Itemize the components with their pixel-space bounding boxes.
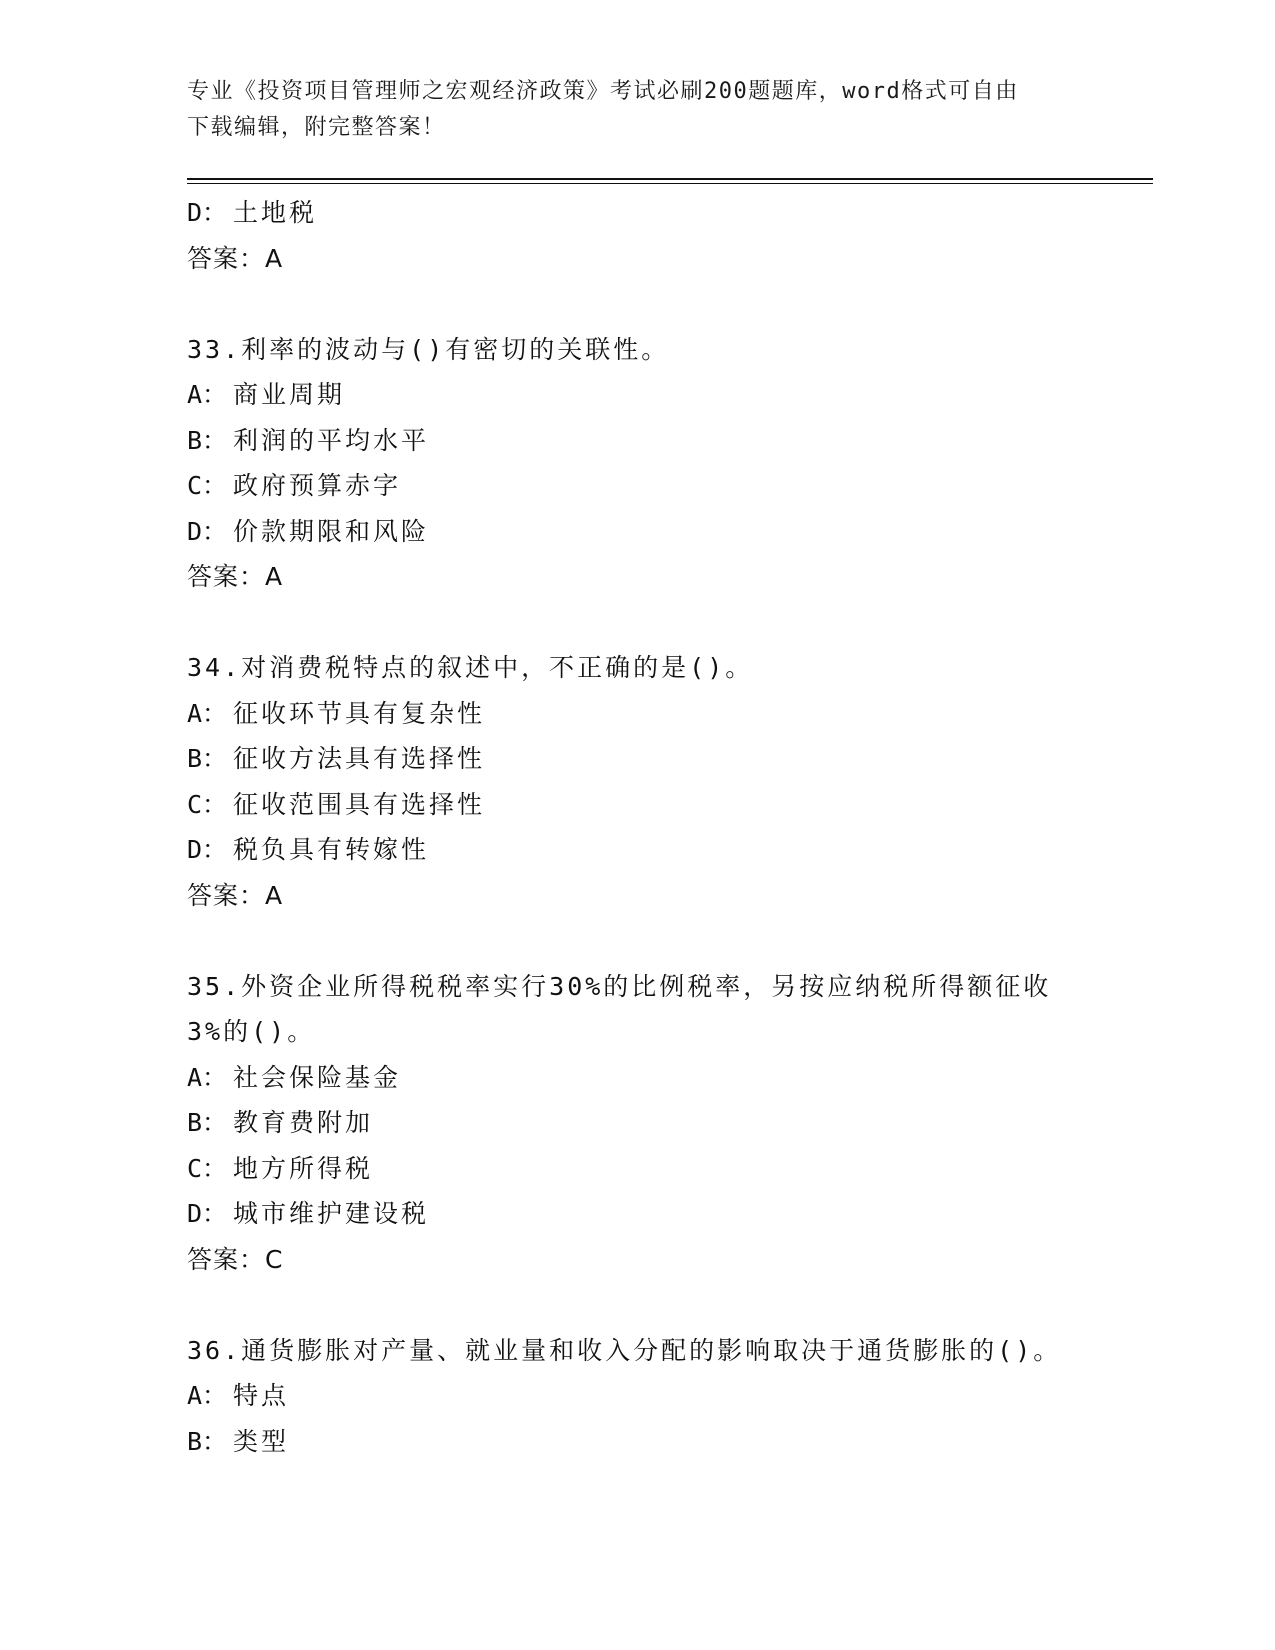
option-line — [187, 509, 1087, 555]
option-line — [187, 736, 1087, 782]
header-line-1: 专业《投资项目管理师之宏观经济政策》考试必刷200题题库，word格式可自由 — [187, 79, 1019, 104]
question-list — [187, 190, 1087, 1464]
option-letter: C： — [187, 789, 228, 819]
document-header — [187, 74, 1067, 146]
option-text: 价款期限和风险 — [233, 516, 430, 546]
option-text: 政府预算赤字 — [233, 471, 402, 500]
option-text: 土地税 — [233, 198, 318, 227]
question-stem-continued: 3%的()。 — [187, 1017, 316, 1046]
question-stem: 33.利率的波动与()有密切的关联性。 — [187, 334, 670, 364]
option-letter: B： — [187, 1108, 228, 1137]
option-line — [187, 1191, 1087, 1237]
option-line — [187, 827, 1087, 873]
option-text: 征收范围具有选择性 — [233, 789, 486, 819]
option-letter: A： — [187, 698, 228, 728]
option-letter: D： — [187, 198, 228, 227]
option-letter: D： — [187, 835, 228, 864]
option-text: 商业周期 — [233, 380, 346, 409]
option-line — [187, 418, 1087, 464]
option-letter: D： — [187, 1199, 228, 1228]
answer-line: 答案：C — [187, 1244, 284, 1274]
option-line — [187, 463, 1087, 509]
option-line — [187, 1373, 1087, 1419]
option-text: 社会保险基金 — [233, 1062, 402, 1092]
option-line — [187, 782, 1087, 828]
answer-line: 答案：A — [187, 562, 284, 591]
option-text: 城市维护建设税 — [233, 1199, 430, 1228]
question-stem: 35.外资企业所得税税率实行30%的比例税率，另按应纳税所得额征收 — [187, 971, 1052, 1001]
question-stem: 36.通货膨胀对产量、就业量和收入分配的影响取决于通货膨胀的()。 — [187, 1335, 1062, 1365]
option-letter: B： — [187, 1426, 228, 1456]
header-rule-thin — [187, 183, 1153, 184]
header-line-2: 下载编辑，附完整答案！ — [187, 115, 446, 140]
option-letter: B： — [187, 425, 228, 455]
option-line — [187, 691, 1087, 737]
option-text: 征收环节具有复杂性 — [233, 698, 486, 728]
question-stem: 34.对消费税特点的叙述中，不正确的是()。 — [187, 653, 754, 682]
option-text: 教育费附加 — [233, 1108, 374, 1137]
option-letter: D： — [187, 516, 228, 546]
option-text: 类型 — [233, 1426, 290, 1456]
answer-line: 答案：A — [187, 880, 284, 910]
option-line — [187, 190, 1087, 236]
option-letter: B： — [187, 744, 228, 773]
question-block — [187, 964, 1087, 1283]
option-letter: C： — [187, 1153, 228, 1183]
option-letter: C： — [187, 471, 228, 500]
option-line — [187, 1146, 1087, 1192]
question-block — [187, 327, 1087, 600]
question-block — [187, 1328, 1087, 1465]
question-block — [187, 645, 1087, 918]
option-line — [187, 372, 1087, 418]
option-text: 征收方法具有选择性 — [233, 744, 486, 773]
option-line — [187, 1055, 1087, 1101]
option-text: 特点 — [233, 1381, 290, 1410]
option-text: 利润的平均水平 — [233, 425, 430, 455]
option-letter: A： — [187, 1062, 228, 1092]
option-letter: A： — [187, 1381, 228, 1410]
answer-line: 答案：A — [187, 243, 284, 273]
option-text: 税负具有转嫁性 — [233, 835, 430, 864]
option-letter: A： — [187, 380, 228, 409]
option-line — [187, 1419, 1087, 1465]
header-rule-thick — [187, 178, 1153, 180]
option-text: 地方所得税 — [233, 1153, 374, 1183]
option-line — [187, 1100, 1087, 1146]
